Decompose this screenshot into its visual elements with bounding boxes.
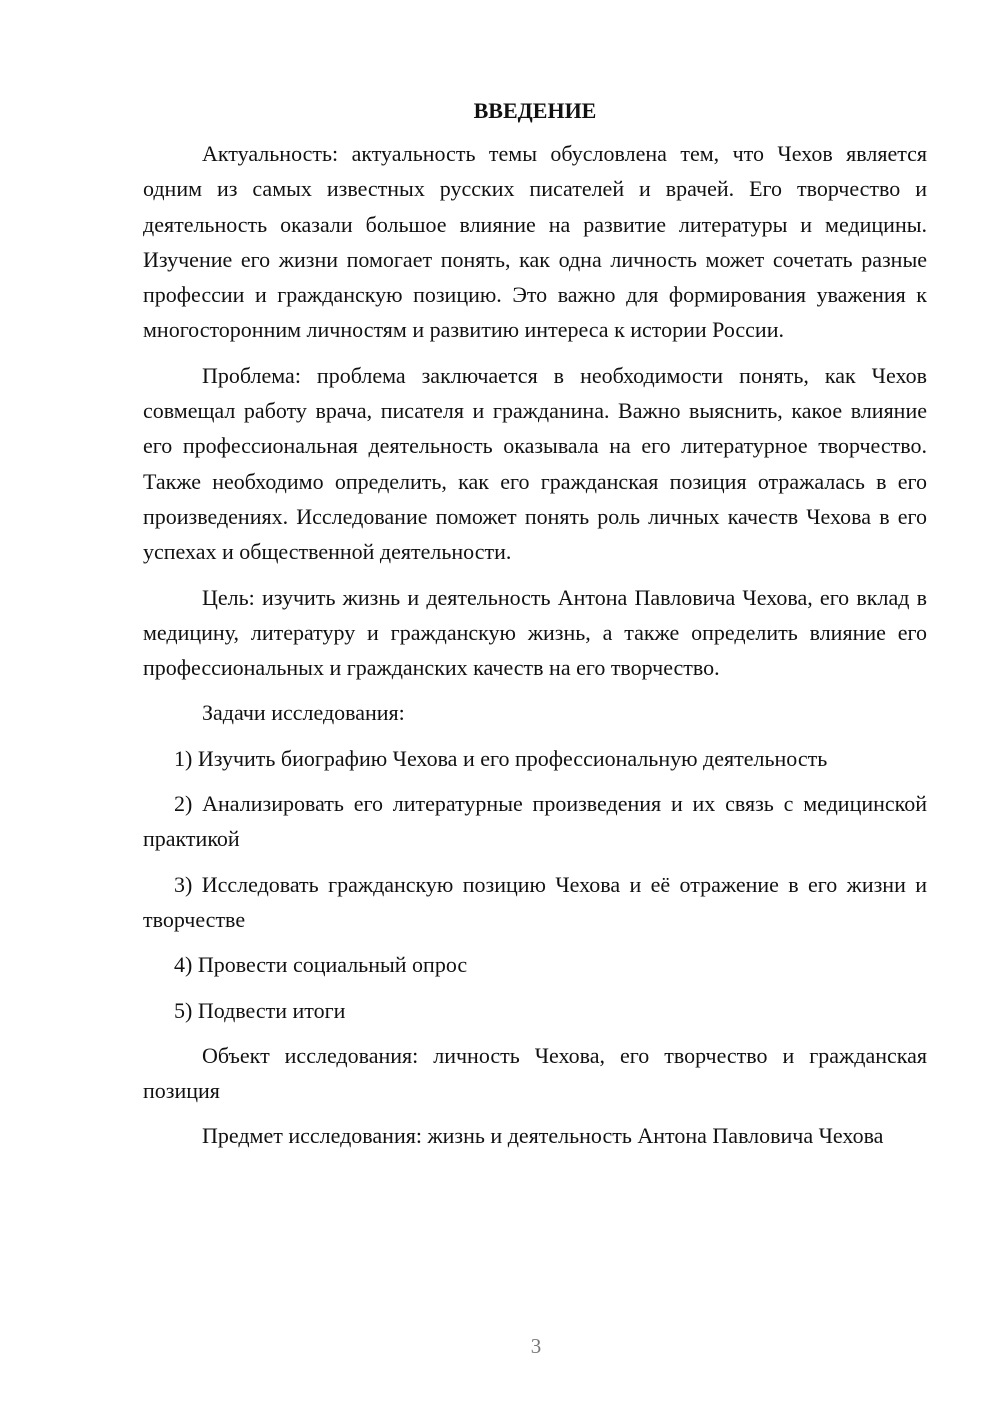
task-item: 3) Исследовать гражданскую позицию Чехова и её отражение в его жизни и творчестве: [143, 871, 927, 932]
paragraph-problem: Проблема: проблема заключается в необходимости понять, как Чехов совмещал работу врача, писателя и гражданина. Важно выяснить, какое влияние его профессиональная деятельность оказывала на его литературное творчество. Также необходимо определить, как его гражданская позиция отражалась в его произведениях. Исследование поможет понять роль личных качеств Чехова в его успехах и общественной деятельности.: [143, 362, 927, 565]
task-item: 4) Провести социальный опрос: [174, 952, 468, 978]
task-item: 2) Анализировать его литературные произведения и их связь с медицинской практикой: [143, 791, 927, 852]
paragraph-relevance: Актуальность: актуальность темы обусловлена тем, что Чехов является одним из самых известных русских писателей и врачей. Его творчество и деятельность оказали большое влияние на развитие литературы и медицины. Изучение его жизни помогает понять, как одна личность может сочетать разные профессии и гражданскую позицию. Это важно для формирования уважения к многосторонним личностям и развитию интереса к истории России.: [143, 141, 927, 343]
page-number: 3: [530, 1334, 542, 1358]
research-subject: Предмет исследования: жизнь и деятельность Антона Павловича Чехова: [202, 1123, 884, 1149]
paragraph-goal: Цель: изучить жизнь и деятельность Антона Павловича Чехова, его вклад в медицину, литературу и гражданскую жизнь, а также определить влияние его профессиональных и гражданских качеств на его творчество.: [143, 584, 927, 681]
section-title: ВВЕДЕНИЕ: [473, 98, 597, 123]
task-item: 1) Изучить биографию Чехова и его профессиональную деятельность: [174, 745, 828, 771]
task-item: 5) Подвести итоги: [174, 997, 346, 1023]
research-object: Объект исследования: личность Чехова, его творчество и гражданская позиция: [143, 1042, 927, 1104]
page-content: [143, 96, 927, 1164]
tasks-heading: Задачи исследования:: [202, 700, 405, 726]
